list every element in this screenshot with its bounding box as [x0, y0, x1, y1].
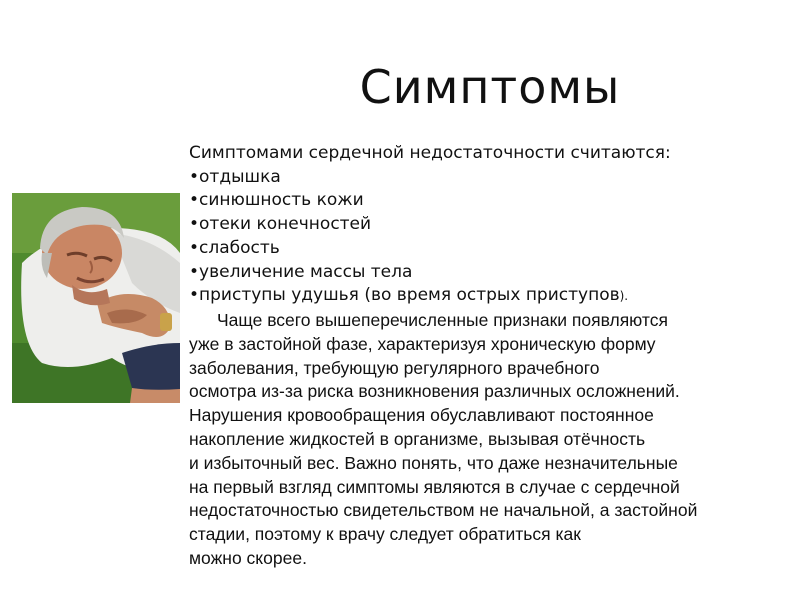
paragraph-line: и избыточный вес. Важно понять, что даже незначительные [189, 452, 678, 473]
paragraph-line: стадии, поэтому к врачу следует обратиться как [189, 524, 581, 545]
bullet-item: •слабость [189, 237, 280, 258]
paragraph-line: можно скорее. [189, 547, 307, 568]
paragraph-line: заболевания, требующую регулярного врачебного [189, 357, 600, 378]
paragraph-line: Нарушения кровообращения обуславливают постоянное [189, 405, 654, 426]
man-clutching-chest-photo [12, 193, 180, 403]
paragraph-line: уже в застойной фазе, характеризуя хроническую форму [189, 333, 656, 354]
bullet-item: •увеличение массы тела [189, 261, 413, 282]
intro-text: Симптомами сердечной недостаточности считаются: [189, 143, 671, 163]
paragraph [189, 309, 799, 571]
paragraph-line: осмотра из-за риска возникновения различных осложнений. [189, 381, 680, 402]
bullet-item: •синюшность кожи [189, 190, 364, 211]
paragraph-line: недостаточностью свидетельством не начальной, а застойной [189, 500, 698, 521]
bullet-item-tail: ). [619, 289, 629, 304]
paragraph-line: накопление жидкостей в организме, вызывая отёчность [189, 428, 646, 449]
bullet-item-text: •приступы удушья (во время острых приступов [189, 285, 620, 306]
bullet-item: •отеки конечностей [189, 214, 372, 235]
photo-illustration [12, 193, 180, 403]
bullet-item-last [189, 284, 799, 309]
bullet-item: •отдышка [189, 166, 281, 187]
paragraph-line: Чаще всего вышеперечисленные признаки появляются [217, 309, 668, 330]
paragraph-line: на первый взгляд симптомы являются в случае с сердечной [189, 476, 680, 497]
content-block [189, 142, 799, 571]
slide-title: Симптомы [359, 60, 621, 114]
